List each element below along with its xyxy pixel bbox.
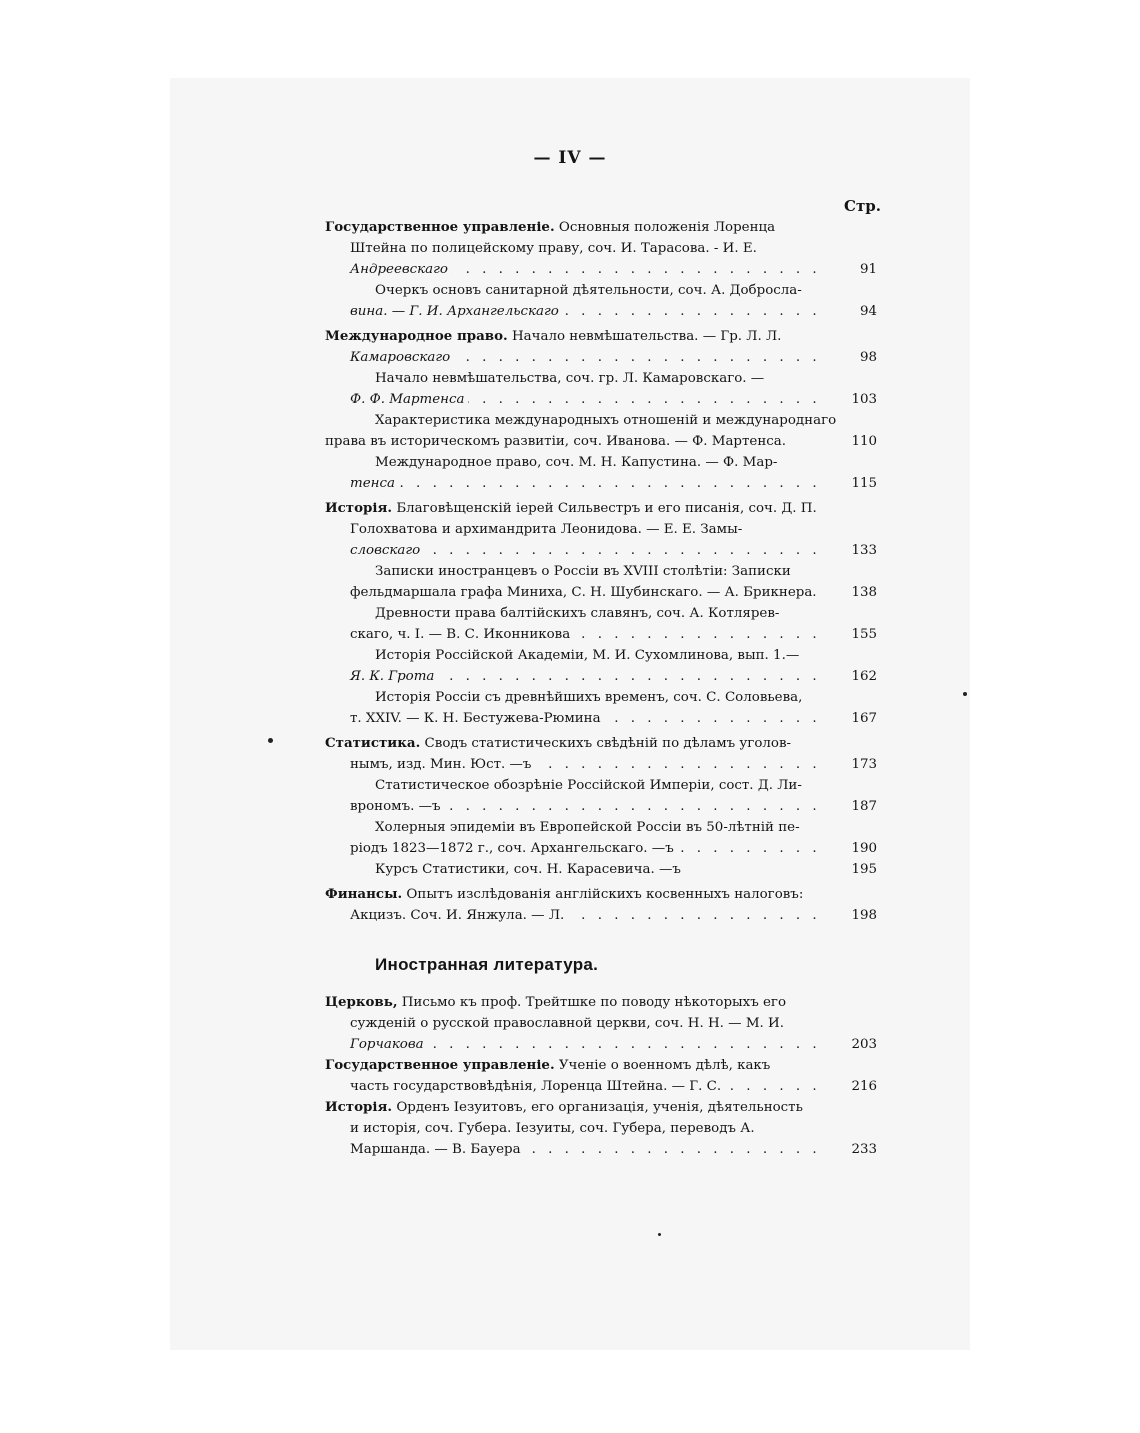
page-number: 195: [851, 862, 877, 877]
toc-line: Исторія. Благовѣщенскій іерей Сильвестръ и его писанія, соч. Д. П.: [325, 500, 817, 516]
toc-line: . . . Камаровскаго 98: [325, 347, 877, 368]
page-number: 198: [851, 908, 877, 923]
scan-speck: [268, 738, 273, 743]
toc-line: Исторія Россіи съ древнѣйшихъ временъ, соч. С. Соловьева,: [375, 690, 803, 705]
toc-line: Штейна по полицейскому праву, соч. И. Тарасова. - И. Е.: [350, 241, 757, 256]
category-heading: Государственное управленіе.: [325, 219, 555, 235]
toc-line: . . . Горчакова 203: [325, 1034, 877, 1055]
page-number: 110: [851, 434, 877, 449]
toc-line: Государственное управленіе. Основныя положенія Лоренца: [325, 219, 776, 235]
toc-line: . . . врономъ. —ъ 187: [325, 796, 877, 817]
toc-line: Начало невмѣшательства, соч. гр. Л. Камаровскаго. —: [375, 371, 765, 386]
toc-line: . . . Акцизъ. Соч. И. Янжула. — Л. 198: [325, 905, 877, 926]
category-heading: Исторія.: [325, 500, 393, 516]
category-heading: Статистика.: [325, 735, 421, 751]
toc-line: . . . словскаго 133: [325, 540, 877, 561]
toc-line: Финансы. Опытъ изслѣдованія англійскихъ косвенныхъ налоговъ:: [325, 886, 804, 902]
page-number: 187: [851, 799, 877, 814]
page-number: 155: [851, 627, 877, 642]
toc-line: Курсъ Статистики, соч. Н. Карасевича. —ъ 195: [325, 859, 877, 880]
toc-line: Характеристика международныхъ отношеній и международнаго: [375, 413, 837, 428]
toc-line: . . . часть государствовѣдѣнія, Лоренца Штейна. — Г. С. 216: [325, 1076, 877, 1097]
toc-line: . . . Я. К. Грота 162: [325, 666, 877, 687]
toc-line: . . . вина. — Г. И. Архангельскаго 94: [325, 301, 877, 322]
toc-line: Государственное управленіе. Ученіе о военномъ дѣлѣ, какъ: [325, 1057, 771, 1073]
toc-line: . . . тенса 115: [325, 473, 877, 494]
page-header: — IV —: [533, 148, 607, 168]
toc-line: Статистика. Сводъ статистическихъ свѣдѣній по дѣламъ уголов-: [325, 735, 792, 751]
category-heading: Финансы.: [325, 886, 403, 902]
section-title-foreign: Иностранная литература.: [375, 955, 599, 974]
category-heading: Церковь,: [325, 994, 398, 1010]
page-number: 115: [851, 476, 877, 491]
toc-line: Исторія Россійской Академіи, М. И. Сухомлинова, вып. 1.—: [375, 648, 800, 663]
page-column-label: Стр.: [844, 197, 881, 215]
toc-line: Церковь, Письмо къ проф. Трейтшке по поводу нѣкоторыхъ его: [325, 994, 787, 1010]
page-number: 138: [851, 585, 877, 600]
toc-line: сужденій о русской православной церкви, соч. Н. Н. — М. И.: [350, 1016, 784, 1031]
toc-line: Очеркъ основъ санитарной дѣятельности, соч. А. Добросла-: [375, 283, 802, 298]
scan-speck: [963, 692, 967, 696]
page-number: 233: [851, 1142, 877, 1157]
page-number: 103: [851, 392, 877, 407]
toc-line: Записки иностранцевъ о Россіи въ XVIII столѣтіи: Записки: [375, 564, 791, 579]
category-heading: Международное право.: [325, 328, 508, 344]
scan-speck: [658, 1233, 661, 1236]
page-number: 173: [851, 757, 877, 772]
category-heading: Исторія.: [325, 1099, 393, 1115]
toc-line: Холерныя эпидеміи въ Европейской Россіи въ 50-лѣтній пе-: [375, 820, 800, 835]
page-number: 94: [859, 304, 877, 319]
toc-line: Статистическое обозрѣніе Россійской Имперіи, сост. Д. Ли-: [375, 778, 802, 793]
toc-line: . . . Ф. Ф. Мартенса 103: [325, 389, 877, 410]
toc-line: . . . Андреевскаго 91: [325, 259, 877, 280]
page-number: 167: [851, 711, 877, 726]
category-heading: Государственное управленіе.: [325, 1057, 555, 1073]
toc-line: . . . ріодъ 1823—1872 г., соч. Архангельскаго. —ъ 190: [325, 838, 877, 859]
toc-line: . . . скаго, ч. I. — В. С. Иконникова 155: [325, 624, 877, 645]
page-number: 203: [851, 1037, 877, 1052]
toc-russian: [325, 217, 877, 926]
toc-line: Голохватова и архимандрита Леонидова. — Е. Е. Замы-: [350, 522, 743, 537]
toc-line: и исторія, соч. Губера. Іезуиты, соч. Губера, переводъ А.: [350, 1121, 755, 1136]
page-number: 91: [859, 262, 877, 277]
page-number: 98: [859, 350, 877, 365]
page-number: 133: [851, 543, 877, 558]
page-number: 216: [851, 1079, 877, 1094]
toc-line: . . . т. XXIV. — К. Н. Бестужева-Рюмина 167: [325, 708, 877, 729]
toc-line: . . . нымъ, изд. Мин. Юст. —ъ 173: [325, 754, 877, 775]
toc-line: Древности права балтійскихъ славянъ, соч. А. Котлярев-: [375, 606, 780, 621]
toc-foreign: [325, 992, 877, 1160]
toc-line: фельдмаршала графа Миниха, С. Н. Шубинскаго. — А. Брикнера. 138: [325, 582, 877, 603]
toc-line: . . . Маршанда. — В. Бауера 233: [325, 1139, 877, 1160]
toc-line: Международное право. Начало невмѣшательства. — Гр. Л. Л.: [325, 328, 782, 344]
page-number: 162: [851, 669, 877, 684]
page-number: 190: [851, 841, 877, 856]
toc-line: Международное право, соч. М. Н. Капустина. — Ф. Мар-: [375, 455, 778, 470]
toc-line: права въ историческомъ развитіи, соч. Иванова. — Ф. Мартенса. 110: [325, 431, 877, 452]
toc-line: Исторія. Орденъ Іезуитовъ, его организація, ученія, дѣятельность: [325, 1099, 803, 1115]
